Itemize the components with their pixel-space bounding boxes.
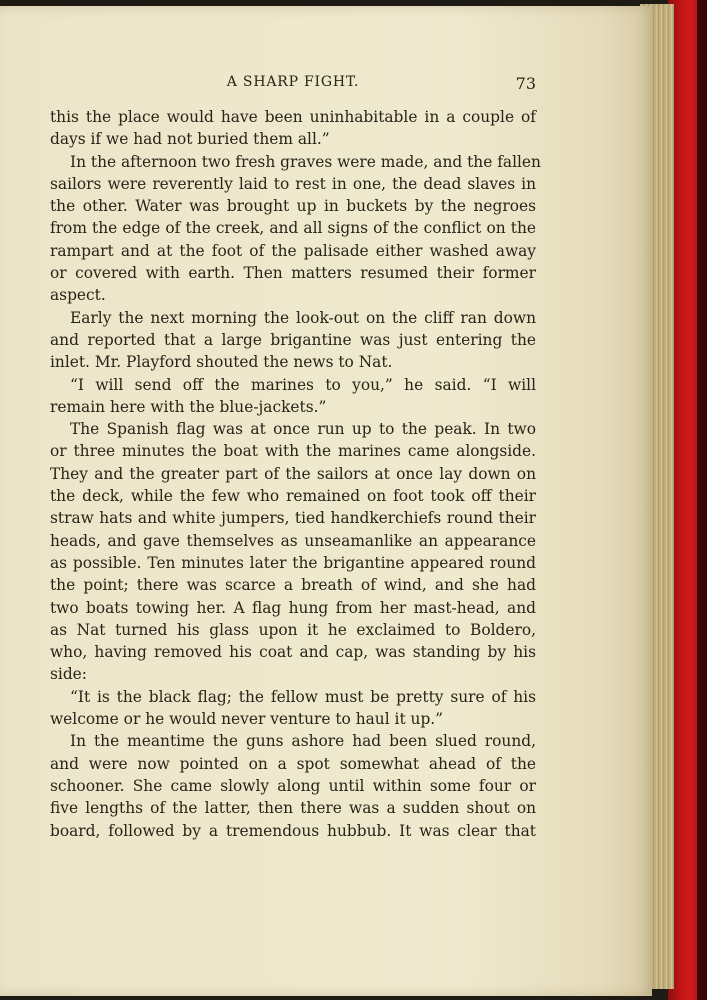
text-line: “It is the black flag; the fellow must be pretty sure of his [70,687,536,706]
text-line: straw hats and white jumpers, tied handkerchiefs round their [50,509,536,528]
text-line: side: [50,665,87,684]
text-line: remain here with the blue-jackets.” [50,397,327,416]
text-line: board, followed by a tremendous hubbub. It was clear that [50,821,536,840]
text-line: days if we had not buried them all.” [50,130,330,149]
text-line: In the afternoon two fresh graves were made, and the fallen [70,152,541,171]
text-line: who, having removed his coat and cap, was standing by his [50,643,536,662]
text-line: this the place would have been uninhabitable in a couple of [50,108,536,126]
text-line: and were now pointed on a spot somewhat ahead of the [50,754,536,773]
text-line: as Nat turned his glass upon it he exclaimed to Boldero, [50,620,536,639]
text-line: welcome or he would never venture to haul it up.” [50,710,444,729]
text-line: the other. Water was brought up in buckets by the negroes [50,197,536,216]
running-title: A SHARP FIGHT. [226,74,360,90]
body-text [50,106,541,842]
page-number: 73 [515,74,536,93]
text-line: “I will send off the marines to you,” he said. “I will [70,375,536,394]
text-line: The Spanish flag was at once run up to the peak. In two [70,420,536,439]
text-line: rampart and at the foot of the palisade either washed away [50,241,536,260]
text-line: inlet. Mr. Playford shouted the news to Nat. [50,353,393,372]
text-line: aspect. [50,286,106,305]
text-line: five lengths of the latter, then there was a sudden shout on [50,799,536,818]
text-line: as possible. Ten minutes later the brigantine appeared round [50,553,536,572]
book-cover-shadow [697,0,707,1000]
text-line: from the edge of the creek, and all signs of the conflict on the [50,219,536,238]
page-header [50,74,536,96]
text-line: schooner. She came slowly along until within some four or [50,776,536,795]
text-line: two boats towing her. A flag hung from her mast-head, and [50,598,536,617]
text-line: or three minutes the boat with the marines came alongside. [50,442,536,461]
text-line: In the meantime the guns ashore had been slued round, [70,732,536,751]
text-line: They and the greater part of the sailors at once lay down on [50,464,536,483]
text-line: or covered with earth. Then matters resumed their former [50,264,536,283]
text-line: and reported that a large brigantine was just entering the [50,330,536,349]
text-line: Early the next morning the look-out on the cliff ran down [70,308,536,327]
text-line: sailors were reverently laid to rest in one, the dead slaves in [50,174,536,193]
text-line: the point; there was scarce a breath of wind, and she had [50,576,536,595]
text-line: heads, and gave themselves as unseamanlike an appearance [50,531,536,550]
text-line: the deck, while the few who remained on foot took off their [50,487,536,506]
